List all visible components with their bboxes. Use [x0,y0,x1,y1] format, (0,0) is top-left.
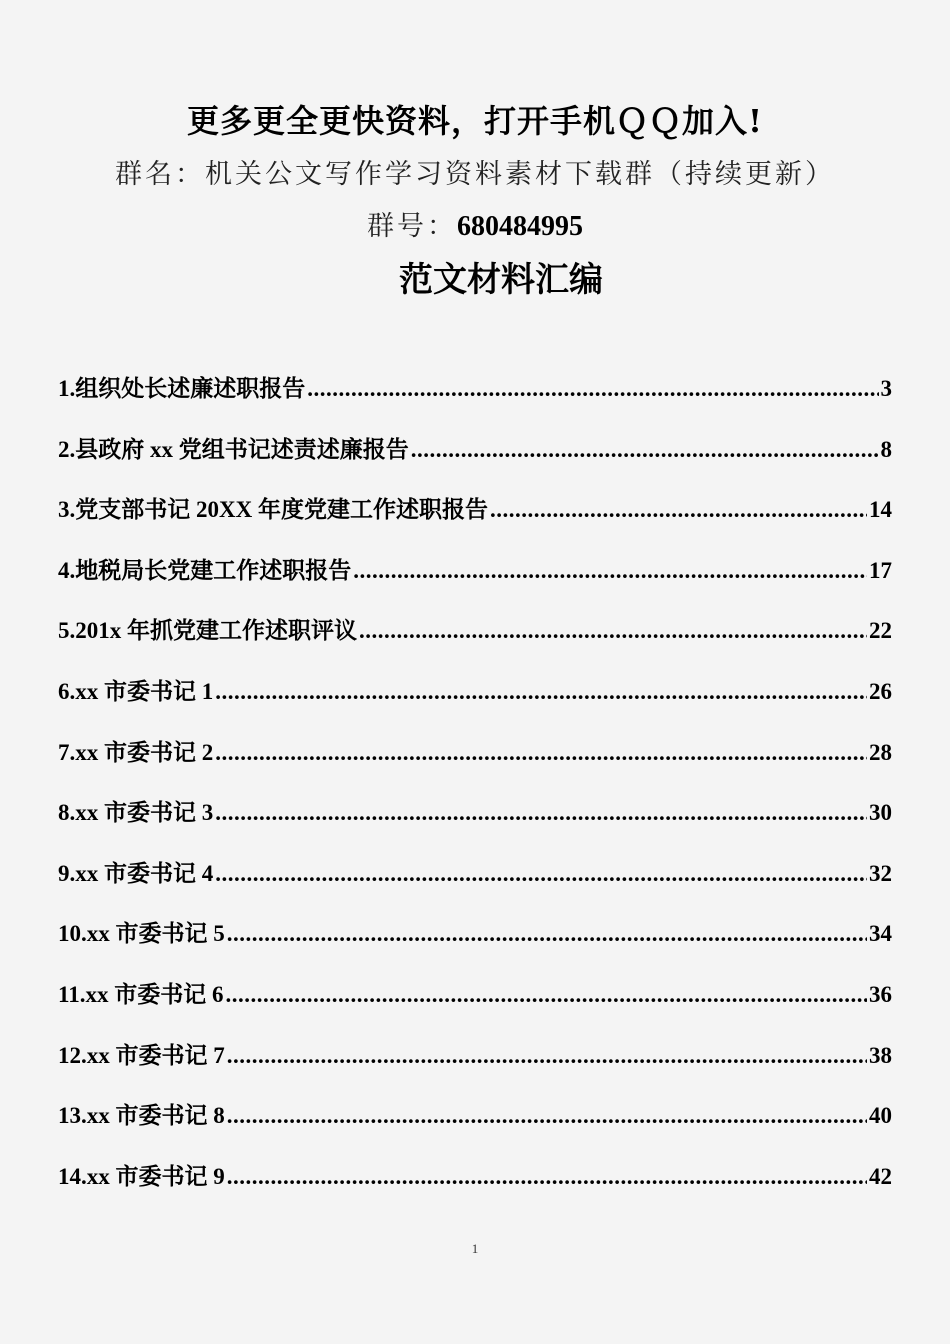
toc-entry[interactable] [58,855,892,916]
toc-entry-page: 22 [869,618,892,644]
toc-entry-label: 7.xx 市委书记 2 [58,739,214,765]
page-number: 1 [471,1241,479,1256]
toc-entry-label: 3.党支部书记 20XX 年度党建工作述职报告 [58,497,488,523]
toc-entry[interactable] [58,370,892,431]
toc-entry-label: 14.xx 市委书记 9 [58,1163,225,1189]
toc-entry-label: 12.xx 市委书记 7 [58,1042,225,1068]
group-name-line: 群名：机关公文写作学习资料素材下载群（持续更新） [115,159,835,190]
group-number-line [0,204,950,243]
toc-entry-label: 13.xx 市委书记 8 [58,1103,225,1129]
toc-entry-page: 40 [869,1103,892,1129]
toc-entry-page: 38 [869,1042,892,1068]
toc-entry-label: 10.xx 市委书记 5 [58,921,225,947]
toc-entry-page: 3 [880,376,892,401]
toc-entry-page: 8 [880,436,892,462]
toc-entry[interactable] [58,1097,892,1158]
toc-entry-label: 1.组织处长述廉述职报告 [58,376,306,401]
toc-entry[interactable] [58,612,892,673]
toc-dot-leader [227,1043,867,1069]
toc-dot-leader [215,740,867,766]
toc-dot-leader [227,1103,867,1129]
toc-dot-leader [215,800,867,826]
toc-entry[interactable] [58,552,892,613]
group-number-label: 群号： [367,211,457,242]
toc-entry[interactable] [58,673,892,734]
group-number-value: 680484995 [457,211,583,242]
toc-entry-page: 17 [869,557,892,583]
toc-entry-label: 2.县政府 xx 党组书记述责述廉报告 [58,436,409,462]
toc-entry[interactable] [58,734,892,795]
toc-dot-leader [359,618,867,644]
toc-entry-label: 9.xx 市委书记 4 [58,860,214,886]
toc-entry-page: 36 [869,981,892,1007]
toc-dot-leader [411,437,879,463]
toc-entry-page: 28 [869,739,892,765]
toc-entry[interactable] [58,431,892,492]
toc-entry-page: 14 [869,497,892,523]
toc-entry-label: 5.201x 年抓党建工作述职评议 [58,618,357,644]
toc-entry-label: 4.地税局长党建工作述职报告 [58,557,352,583]
toc-entry-label: 8.xx 市委书记 3 [58,800,214,826]
toc-dot-leader [307,376,878,402]
toc-entry-label: 6.xx 市委书记 1 [58,678,214,704]
toc-entry[interactable] [58,491,892,552]
toc-dot-leader [225,982,867,1008]
toc-dot-leader [215,861,867,887]
toc-entry[interactable] [58,794,892,855]
toc-entry-page: 30 [869,800,892,826]
toc-dot-leader [215,679,867,705]
toc-dot-leader [227,921,867,947]
toc-entry[interactable] [58,1158,892,1219]
toc-dot-leader [353,558,867,584]
toc-dot-leader [227,1164,867,1190]
promo-headline: 更多更全更快资料，打开手机ＱＱ加入! [186,102,764,140]
toc-entry-page: 34 [869,921,892,947]
toc-entry-page: 32 [869,860,892,886]
toc-entry[interactable] [58,976,892,1037]
table-of-contents [58,370,892,1218]
toc-dot-leader [490,497,867,523]
toc-entry-label: 11.xx 市委书记 6 [58,981,224,1007]
toc-entry-page: 42 [869,1163,892,1189]
document-title: 范文材料汇编 [399,260,603,300]
toc-entry-page: 26 [869,678,892,704]
toc-entry[interactable] [58,1037,892,1098]
toc-entry[interactable] [58,915,892,976]
